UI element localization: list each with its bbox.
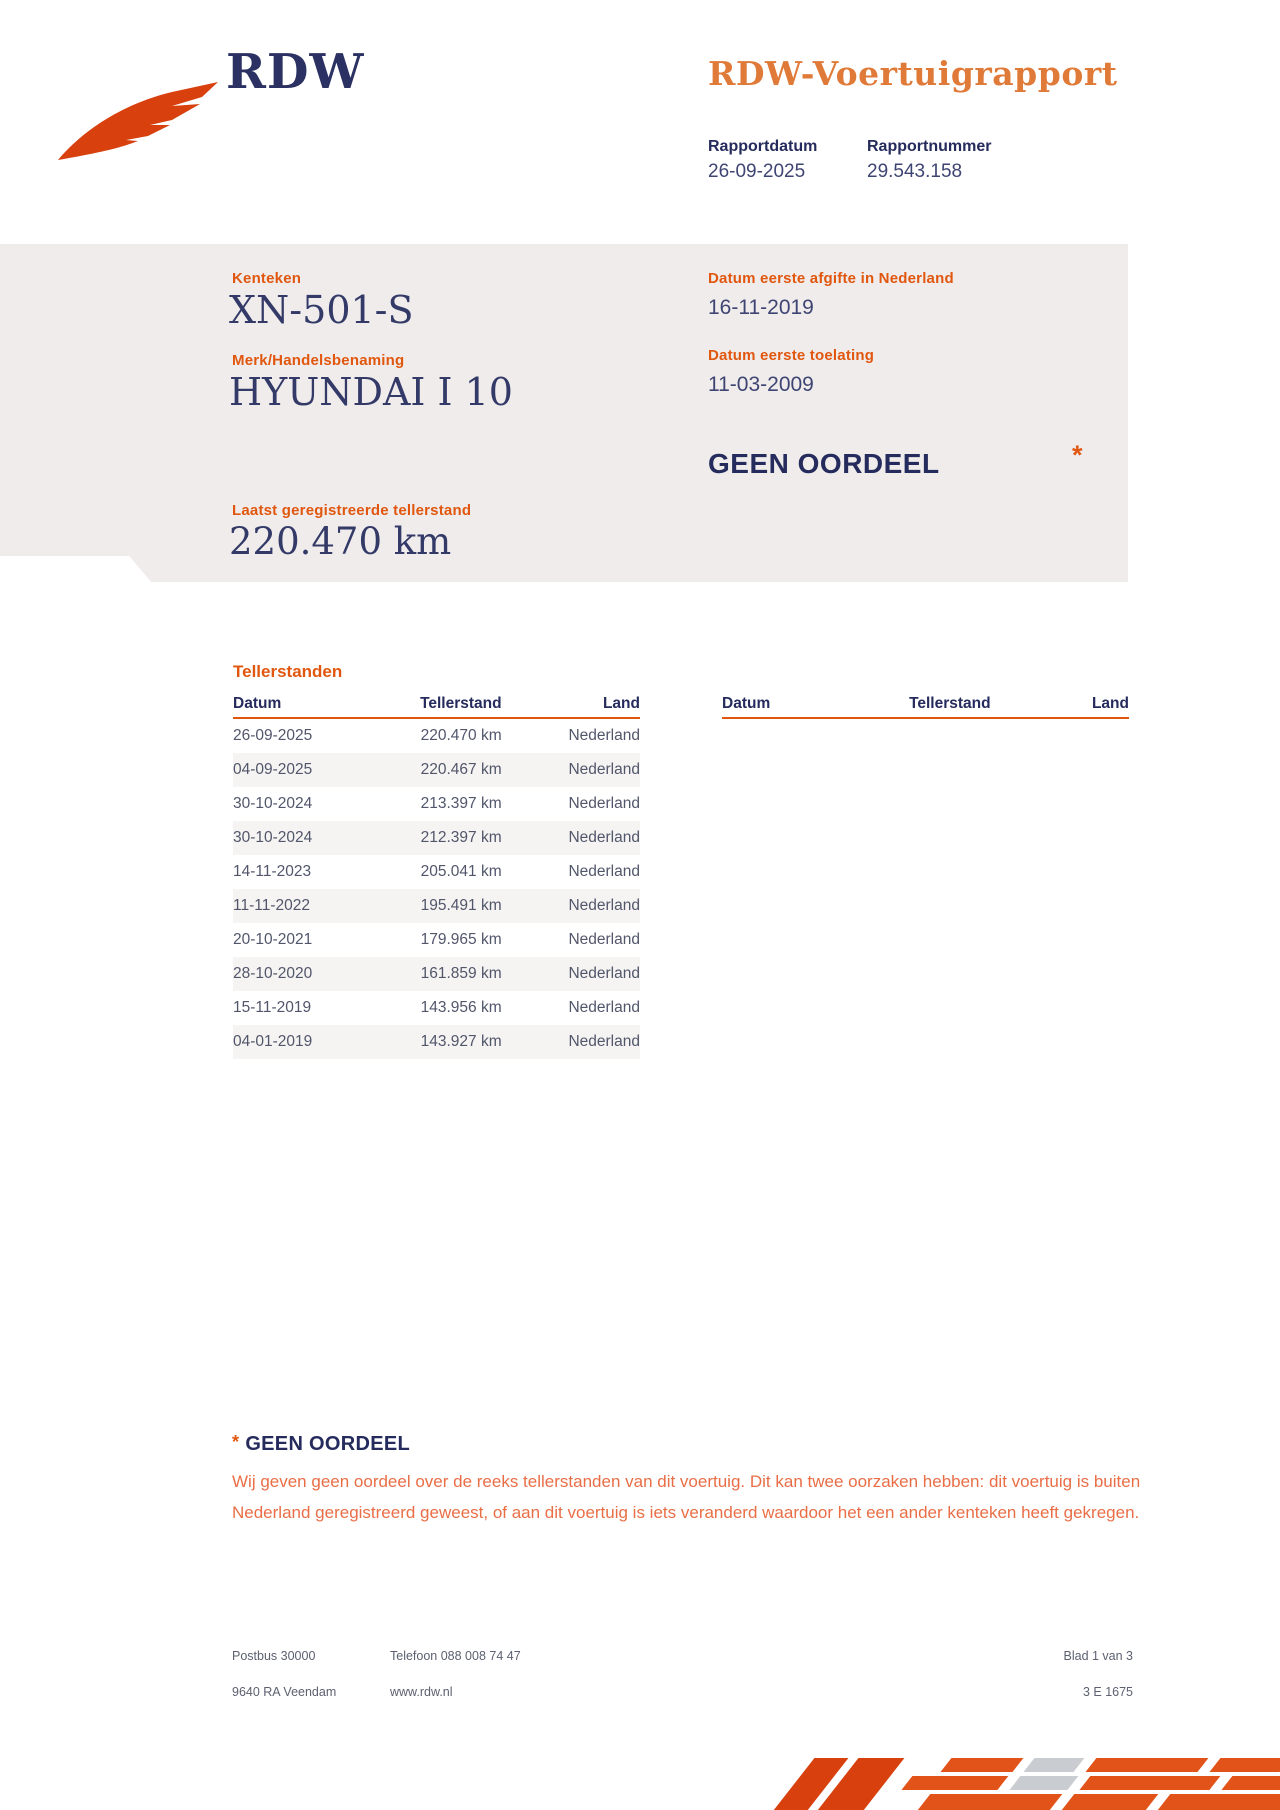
- table-row: [233, 719, 640, 753]
- vehicle-summary-panel: [0, 244, 1128, 582]
- table-row: [233, 991, 640, 1025]
- column-header: Tellerstand: [420, 694, 502, 712]
- table-row: [233, 923, 640, 957]
- table-cell: 205.041 km: [420, 863, 502, 880]
- report-number-value: 29.543.158: [867, 161, 963, 182]
- table-cell: 15-11-2019: [233, 999, 312, 1016]
- footer-page-number: Blad 1 van 3: [1063, 1649, 1133, 1663]
- table-cell: 143.956 km: [420, 999, 502, 1016]
- table-cell: Nederland: [568, 1033, 640, 1050]
- table-row: [233, 855, 640, 889]
- report-date-value: 26-09-2025: [708, 161, 806, 182]
- toelating-label: Datum eerste toelating: [708, 347, 875, 364]
- table-header-row: [722, 690, 1129, 719]
- footnote-body: Wij geven geen oordeel over de reeks tellerstanden van dit voertuig. Dit kan twee oorzaken hebben: dit voertuig is buiten Nederland geregistreerd geweest, of aan dit voertuig is iets veranderd waardoor het een ander kenteken heeft gekregen.: [232, 1472, 1141, 1523]
- kenteken-label: Kenteken: [232, 270, 302, 287]
- footer-address-line1: Postbus 30000: [232, 1649, 316, 1663]
- speed-stripes-graphic-icon: [738, 1756, 1280, 1810]
- oordeel-asterisk: *: [1072, 440, 1083, 470]
- merk-value: HYUNDAI I 10: [229, 370, 513, 414]
- table-cell: 179.965 km: [420, 931, 502, 948]
- tellerstanden-section-title: Tellerstanden: [233, 662, 343, 681]
- rdw-wing-logo-icon: [52, 76, 224, 168]
- footer-website-link[interactable]: www.rdw.nl: [390, 1685, 453, 1699]
- column-header: Datum: [233, 694, 282, 712]
- toelating-value: 11-03-2009: [708, 373, 814, 396]
- table-cell: 04-09-2025: [233, 761, 313, 778]
- table-cell: 26-09-2025: [233, 727, 313, 744]
- footer-phone: Telefoon 088 008 74 47: [390, 1649, 521, 1663]
- afgifte-label: Datum eerste afgifte in Nederland: [708, 270, 954, 287]
- rdw-logo-text: RDW: [226, 44, 365, 100]
- table-cell: Nederland: [568, 863, 640, 880]
- table-cell: Nederland: [568, 999, 640, 1016]
- table-cell: 30-10-2024: [233, 795, 313, 812]
- table-cell: Nederland: [568, 897, 640, 914]
- table-cell: 14-11-2023: [233, 863, 312, 880]
- table-row: [233, 753, 640, 787]
- table-row: [233, 889, 640, 923]
- table-cell: Nederland: [568, 829, 640, 846]
- table-cell: 212.397 km: [420, 829, 502, 846]
- table-cell: Nederland: [568, 795, 640, 812]
- table-cell: 20-10-2021: [233, 931, 313, 948]
- table-cell: 213.397 km: [420, 795, 502, 812]
- kenteken-value: XN-501-S: [229, 288, 414, 332]
- table-cell: Nederland: [568, 727, 640, 744]
- footnote-title: GEEN OORDEEL: [245, 1433, 411, 1455]
- table-cell: 04-01-2019: [233, 1033, 313, 1050]
- table-header-row: [233, 690, 640, 719]
- table-cell: 28-10-2020: [233, 965, 313, 982]
- table-cell: 11-11-2022: [233, 897, 310, 914]
- table-row: [233, 1025, 640, 1059]
- table-cell: 195.491 km: [420, 897, 502, 914]
- footnote-heading: [232, 1432, 410, 1456]
- merk-label: Merk/Handelsbenaming: [232, 352, 405, 369]
- oordeel-heading: GEEN OORDEEL: [708, 448, 940, 479]
- column-header: Tellerstand: [909, 694, 991, 712]
- tellerstand-label: Laatst geregistreerde tellerstand: [232, 502, 472, 519]
- report-date-label: Rapportdatum: [708, 138, 818, 155]
- tellerstand-value: 220.470 km: [229, 520, 452, 563]
- footer-form-code: 3 E 1675: [1082, 1685, 1133, 1699]
- report-number-label: Rapportnummer: [867, 138, 992, 155]
- table-cell: 220.467 km: [420, 761, 502, 778]
- tellerstanden-table-right: [722, 690, 1129, 719]
- tellerstanden-table-left: [233, 690, 640, 1059]
- table-cell: 220.470 km: [420, 727, 502, 744]
- footer-address-line2: 9640 RA Veendam: [232, 1685, 337, 1699]
- table-cell: 30-10-2024: [233, 829, 313, 846]
- column-header: Land: [1091, 694, 1129, 712]
- table-cell: 143.927 km: [420, 1033, 502, 1050]
- table-row: [233, 957, 640, 991]
- table-cell: Nederland: [568, 761, 640, 778]
- column-header: Datum: [722, 694, 771, 712]
- table-row: [233, 821, 640, 855]
- afgifte-value: 16-11-2019: [708, 296, 814, 319]
- report-title: RDW-Voertuigrapport: [708, 54, 1118, 93]
- column-header: Land: [602, 694, 640, 712]
- table-cell: Nederland: [568, 931, 640, 948]
- table-row: [233, 787, 640, 821]
- panel-corner-notch: [0, 556, 152, 583]
- footnote-asterisk: *: [232, 1432, 240, 1452]
- table-cell: Nederland: [568, 965, 640, 982]
- table-cell: 161.859 km: [420, 965, 502, 982]
- table-body: [233, 719, 640, 1059]
